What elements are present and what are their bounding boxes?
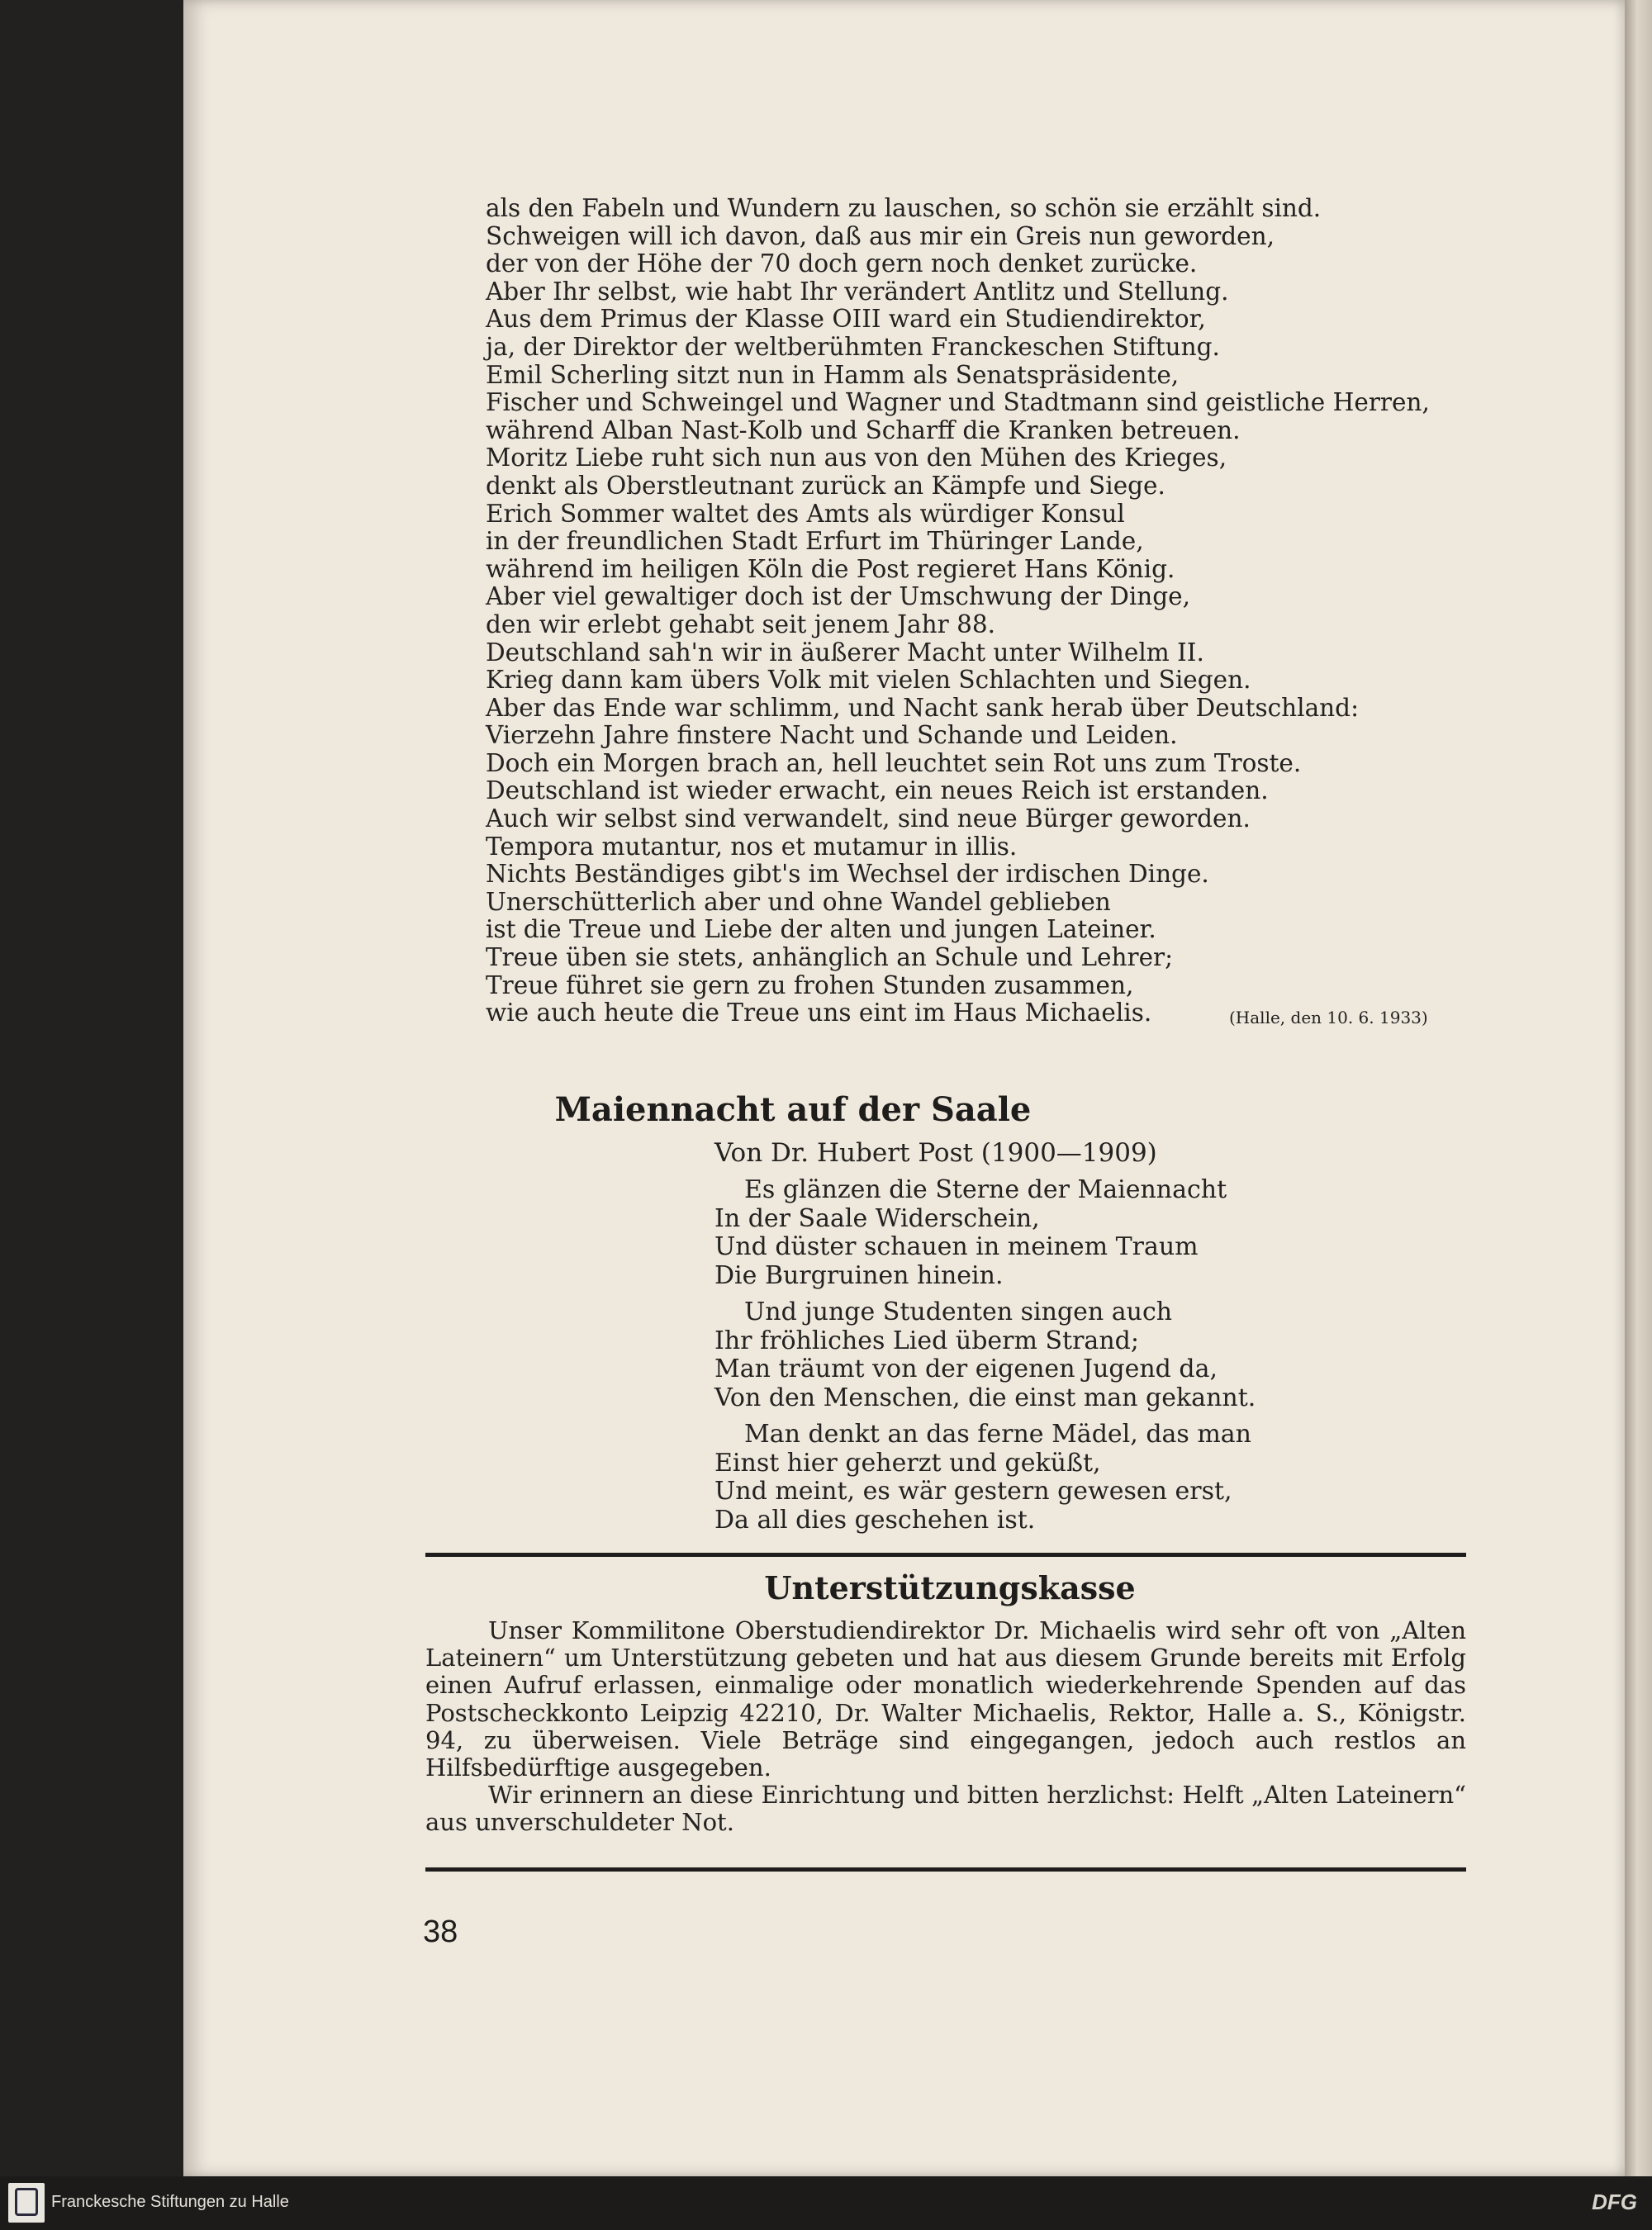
poem-line: Krieg dann kam übers Volk mit vielen Schlachten und Siegen.	[486, 666, 1251, 695]
poem-line: während im heiligen Köln die Post regieret Hans König.	[486, 554, 1175, 583]
poem-line: wie auch heute die Treue uns eint im Haus Michaelis.	[486, 999, 1152, 1027]
poem-stanza	[714, 1298, 1375, 1412]
poem-line: Und meint, es wär gestern gewesen erst,	[714, 1477, 1232, 1506]
poem-line: Aber das Ende war schlimm, und Nacht sank herab über Deutschland:	[486, 693, 1360, 722]
poem-dateline: (Halle, den 10. 6. 1933)	[1229, 1008, 1428, 1027]
poem-line: Doch ein Morgen brach an, hell leuchtet sein Rot uns zum Troste.	[486, 748, 1302, 777]
poem-line: Man träumt von der eigenen Jugend da,	[714, 1355, 1218, 1383]
poem-line: Von den Menschen, die einst man gekannt.	[714, 1383, 1256, 1412]
poem-line: Und düster schauen in meinem Traum	[714, 1232, 1199, 1261]
poem-stanza	[714, 1421, 1375, 1535]
page-number: 38	[423, 1914, 458, 1949]
section-divider	[425, 1553, 1466, 1557]
institution-logo-icon	[8, 2183, 45, 2223]
poem-line: Es glänzen die Sterne der Maiennacht	[744, 1175, 1227, 1204]
poem-line: Man denkt an das ferne Mädel, das man	[744, 1420, 1251, 1449]
poem-line: Aber Ihr selbst, wie habt Ihr verändert Antlitz und Stellung.	[486, 277, 1229, 306]
poem-stanza	[714, 1176, 1375, 1290]
poem-line: Emil Scherling sitzt nun in Hamm als Senatspräsidente,	[486, 360, 1180, 389]
institution-label: Franckesche Stiftungen zu Halle	[51, 2193, 289, 2211]
poem-line: Da all dies geschehen ist.	[714, 1505, 1036, 1535]
poem-line: Unerschütterlich aber und ohne Wandel geblieben	[486, 887, 1111, 916]
poem-byline: Von Dr. Hubert Post (1900—1909)	[714, 1138, 1157, 1168]
section-paragraph: Unser Kommilitone Oberstudiendirektor Dr. Michaelis wird sehr oft von „Alten Lateinern“ um Unterstützung gebeten und hat aus diesem Grunde bereits mit Erfolg einen Aufruf erlassen, einmalige oder monatlich wiederkehrende Spenden auf das Postscheckkonto Leipzig 42210, Dr. Walter Michaelis, Rektor, Halle a. S., Königstr. 94, zu überweisen. Viele Beträge sind eingegangen, jedoch auch restlos an Hilfsbedürftige ausgegeben.	[425, 1616, 1466, 1782]
poem-line: Deutschland ist wieder erwacht, ein neues Reich ist erstanden.	[486, 776, 1269, 805]
poem-line: Und junge Studenten singen auch	[744, 1298, 1173, 1326]
poem-title: Maiennacht auf der Saale	[554, 1090, 1032, 1129]
poem-line: Aus dem Primus der Klasse OIII ward ein Studiendirektor,	[486, 305, 1206, 334]
poem-continuation	[486, 195, 1460, 1027]
poem-line-latin: Tempora mutantur, nos et mutamur in illis.	[486, 832, 1018, 861]
dfg-badge: DFG	[1592, 2190, 1637, 2214]
poem-line: Schweigen will ich davon, daß aus mir ein Greis nun geworden,	[486, 221, 1275, 250]
poem-line: Aber viel gewaltiger doch ist der Umschwung der Dinge,	[486, 582, 1191, 611]
poem-line: Auch wir selbst sind verwandelt, sind neue Bürger geworden.	[486, 804, 1251, 833]
poem-line: als den Fabeln und Wundern zu lauschen, so schön sie erzählt sind.	[486, 194, 1322, 222]
poem-maiennacht	[714, 1176, 1375, 1543]
poem-line: ja, der Direktor der weltberühmten Franckeschen Stiftung.	[486, 332, 1220, 361]
section-divider	[425, 1867, 1466, 1872]
poem-line: in der freundlichen Stadt Erfurt im Thüringer Lande,	[486, 527, 1144, 556]
poem-line: Moritz Liebe ruht sich nun aus von den Mühen des Krieges,	[486, 444, 1227, 472]
poem-line: denkt als Oberstleutnant zurück an Kämpfe und Siege.	[486, 471, 1165, 500]
poem-line: Treue üben sie stets, anhänglich an Schule und Lehrer;	[486, 943, 1174, 972]
poem-line: den wir erlebt gehabt seit jenem Jahr 88.	[486, 610, 995, 638]
poem-line: während Alban Nast-Kolb und Scharff die Kranken betreuen.	[486, 415, 1241, 444]
poem-line: Ihr fröhliches Lied überm Strand;	[714, 1326, 1139, 1355]
poem-line: Die Burgruinen hinein.	[714, 1260, 1004, 1290]
poem-line: der von der Höhe der 70 doch gern noch denket zurücke.	[486, 249, 1198, 278]
poem-line: Treue führet sie gern zu frohen Stunden zusammen,	[486, 970, 1134, 999]
poem-line: In der Saale Widerschein,	[714, 1203, 1040, 1233]
next-page-edge	[1625, 0, 1652, 2176]
section-title: Unterstützungskasse	[764, 1569, 1136, 1606]
poem-line: Vierzehn Jahre finstere Nacht und Schande und Leiden.	[486, 721, 1178, 750]
poem-line: Fischer und Schweingel und Wagner und Stadtmann sind geistliche Herren,	[486, 388, 1430, 417]
viewer-footer	[0, 2176, 1652, 2230]
poem-line: Erich Sommer waltet des Amts als würdiger Konsul	[486, 499, 1125, 528]
poem-line: Deutschland sah'n wir in äußerer Macht unter Wilhelm II.	[486, 638, 1204, 667]
poem-line: Nichts Beständiges gibt's im Wechsel der irdischen Dinge.	[486, 860, 1209, 889]
section-paragraph: Wir erinnern an diese Einrichtung und bitten herzlichst: Helft „Alten Lateinern“ aus unverschuldeter Not.	[425, 1781, 1466, 1837]
poem-line: ist die Treue und Liebe der alten und jungen Lateiner.	[486, 915, 1156, 944]
poem-line: Einst hier geherzt und geküßt,	[714, 1448, 1101, 1478]
section-body	[425, 1617, 1466, 1837]
